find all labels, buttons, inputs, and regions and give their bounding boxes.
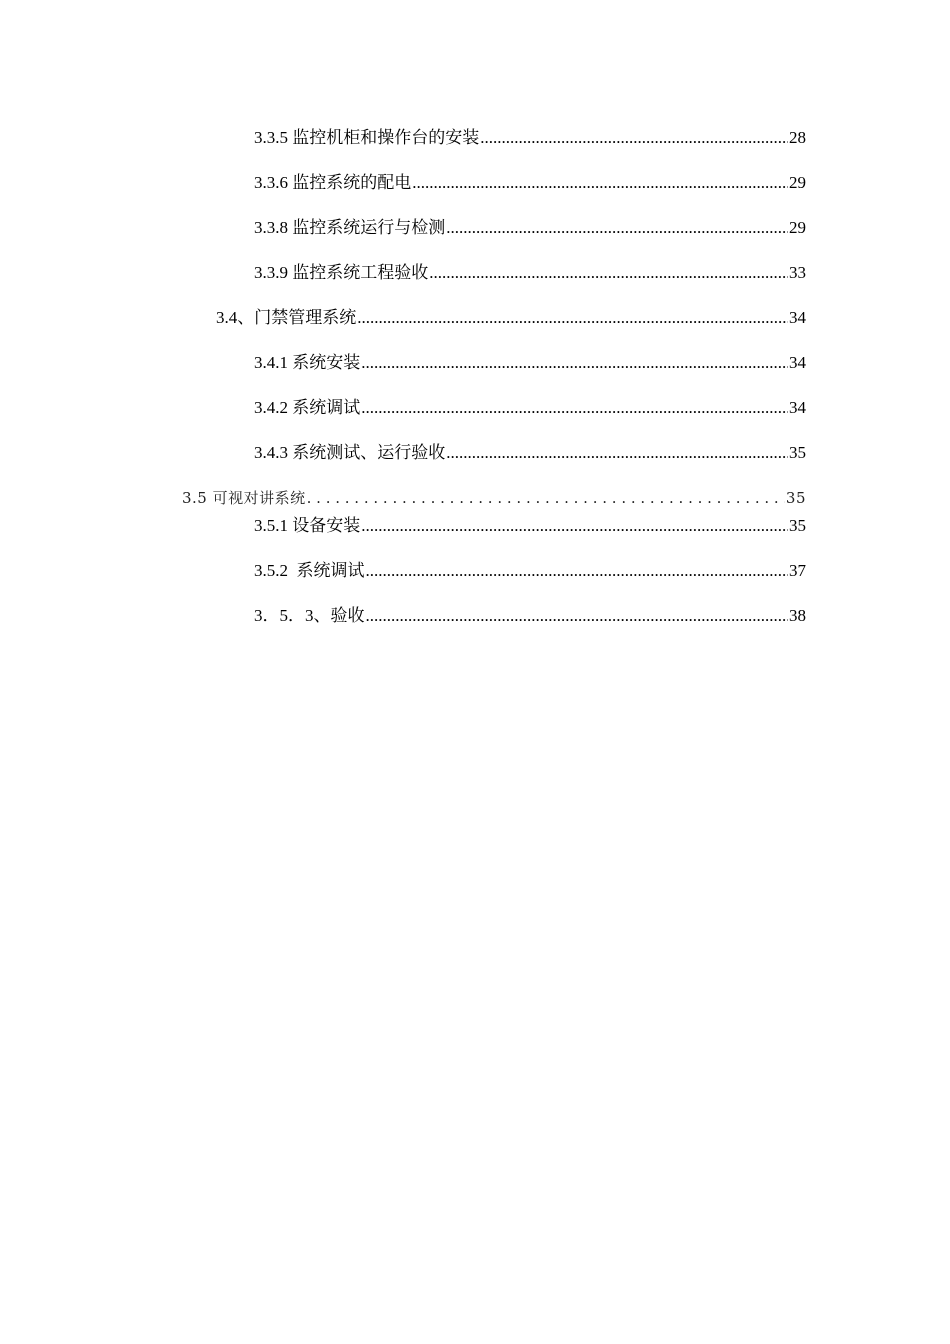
toc-entry-title: 3.3.8 监控系统运行与检测 xyxy=(254,218,446,237)
toc-entry[interactable] xyxy=(254,124,806,148)
toc-entry-page: 34 xyxy=(789,308,806,327)
toc-dot-leader xyxy=(480,128,788,148)
toc-dot-leader xyxy=(429,263,788,283)
toc-entry[interactable] xyxy=(254,557,806,581)
toc-entry-title: 3.4.3 系统测试、运行验收 xyxy=(254,443,446,462)
toc-dot-leader xyxy=(412,173,788,193)
toc-entry-page: 35 xyxy=(789,516,806,535)
toc-entry-title: 3.5.1 设备安装 xyxy=(254,516,361,535)
toc-entry-page: 33 xyxy=(789,263,806,282)
toc-entry[interactable] xyxy=(254,349,806,373)
toc-dot-leader xyxy=(361,353,788,373)
toc-entry-page: 28 xyxy=(789,128,806,147)
toc-entry-page: 35 xyxy=(785,489,806,507)
toc-dot-leader xyxy=(307,488,785,508)
toc-entry-page: 34 xyxy=(789,398,806,417)
toc-entry-title: 3.4.2 系统调试 xyxy=(254,398,361,417)
toc-dot-leader xyxy=(446,218,788,238)
toc-entry-title: 3.4、门禁管理系统 xyxy=(216,308,357,327)
toc-entry[interactable] xyxy=(254,512,806,536)
toc-entry-title: 3.3.9 监控系统工程验收 xyxy=(254,263,429,282)
toc-dot-leader xyxy=(361,516,788,536)
toc-entry[interactable] xyxy=(182,484,806,508)
toc-dot-leader xyxy=(446,443,788,463)
toc-entry-page: 37 xyxy=(789,561,806,580)
toc-entry-page: 34 xyxy=(789,353,806,372)
toc-dot-leader xyxy=(366,606,789,626)
toc-entry-title: 3.5.2 系统调试 xyxy=(254,561,365,580)
toc-entry-page: 38 xyxy=(789,606,806,625)
toc-entry[interactable] xyxy=(254,259,806,283)
toc-dot-leader xyxy=(357,308,788,328)
toc-entry[interactable] xyxy=(216,304,806,328)
toc-dot-leader xyxy=(366,561,789,581)
toc-entry[interactable] xyxy=(254,602,806,626)
toc-entry-title: 3.3.5 监控机柜和操作台的安装 xyxy=(254,128,480,147)
toc-entry[interactable] xyxy=(254,169,806,193)
toc-entry-title: 3.3.6 监控系统的配电 xyxy=(254,173,412,192)
toc-entry-page: 29 xyxy=(789,218,806,237)
toc-entry[interactable] xyxy=(254,439,806,463)
toc-entry-page: 35 xyxy=(789,443,806,462)
toc-dot-leader xyxy=(361,398,788,418)
toc-entry-title: 3.4.1 系统安装 xyxy=(254,353,361,372)
toc-entry-page: 29 xyxy=(789,173,806,192)
toc-entry-title: 3.5 可视对讲系统 xyxy=(182,489,306,507)
toc-entry-title: 3．5．3、验收 xyxy=(254,606,365,625)
toc-entry[interactable] xyxy=(254,394,806,418)
toc-entry[interactable] xyxy=(254,214,806,238)
